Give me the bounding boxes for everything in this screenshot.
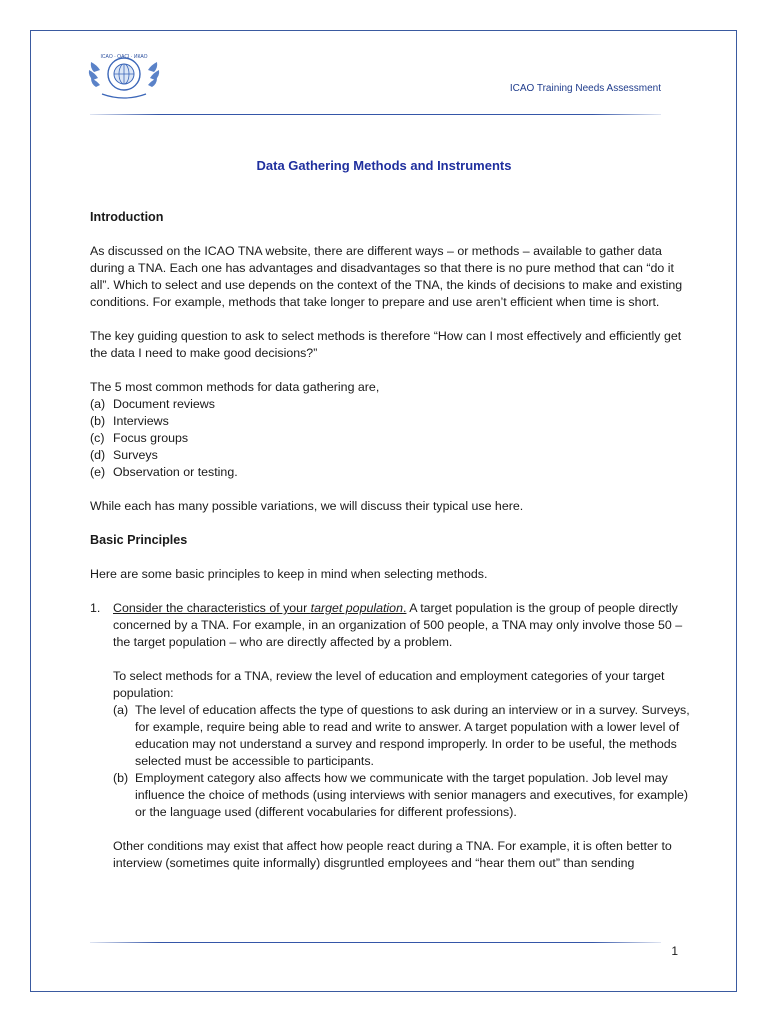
- principle-1-paragraph-3: Other conditions may exist that affect how people react during a TNA. For example, it is often better to interview (sometimes quite informally) disgruntled employees and “hear them out” than sending: [113, 839, 672, 870]
- document-body: [90, 209, 690, 872]
- methods-list: [90, 396, 690, 481]
- introduction-heading: Introduction: [90, 210, 164, 224]
- intro-paragraph-4: While each has many possible variations, we will discuss their typical use here.: [90, 499, 524, 513]
- list-item: (a) Document reviews: [90, 397, 215, 411]
- list-item: (b) Interviews: [90, 414, 169, 428]
- footer-rule: [90, 942, 661, 943]
- intro-paragraph-3: The 5 most common methods for data gathering are,: [90, 380, 380, 394]
- intro-paragraph-2: The key guiding question to ask to select methods is therefore “How can I most effectively and efficiently get the data I need to make good decisions?”: [90, 329, 682, 360]
- list-item: (d) Surveys: [90, 448, 158, 462]
- basic-principles-heading: Basic Principles: [90, 533, 188, 547]
- header-rule: [90, 114, 661, 115]
- principle-1-paragraph-2: To select methods for a TNA, review the level of education and employment categories of your target population:: [113, 669, 665, 700]
- principle-1-text: Consider the characteristics of your target population. A target population is the group of people directly concerned by a TNA. For example, in an organization of 500 people, a TNA may only involve those 50 – the target population – who are directly affected by a problem.: [113, 601, 683, 649]
- principle-item-1: [90, 600, 690, 872]
- page-number: 1: [671, 944, 678, 958]
- header-org-text: ICAO Training Needs Assessment: [509, 83, 661, 94]
- list-item: (e) Observation or testing.: [90, 465, 238, 479]
- principle-number: 1.: [90, 601, 101, 615]
- list-item: (b) Employment category also affects how we communicate with the target population. Job level may influence the choice of methods (using interviews with senior managers and executives, for example) or the language used (different vocabularies for different professions).: [113, 771, 689, 819]
- icao-logo-icon: [88, 50, 160, 100]
- logo-text: ICAO · OACI · ИКАО: [100, 54, 148, 60]
- principle-1-sublist: [113, 702, 690, 821]
- principles-intro: Here are some basic principles to keep in mind when selecting methods.: [90, 567, 488, 581]
- list-item: (a) The level of education affects the type of questions to ask during an interview or in a survey. Surveys, for example, require being able to read and write to answer. A target population with a lower level of education may not understand a survey and respond improperly. In order to be useful, the methods selected must be accessible to participants.: [113, 703, 690, 768]
- list-item: (c) Focus groups: [90, 431, 189, 445]
- document-title: Data Gathering Methods and Instruments: [256, 158, 512, 173]
- intro-paragraph-1: As discussed on the ICAO TNA website, there are different ways – or methods – available to gather data during a TNA. Each one has advantages and disadvantages so that there is no pure method that can “do it all”. Which to select and use depends on the context of the TNA, the kinds of decisions to make and existing conditions. For example, methods that take longer to prepare and use aren’t efficient when time is short.: [90, 244, 683, 309]
